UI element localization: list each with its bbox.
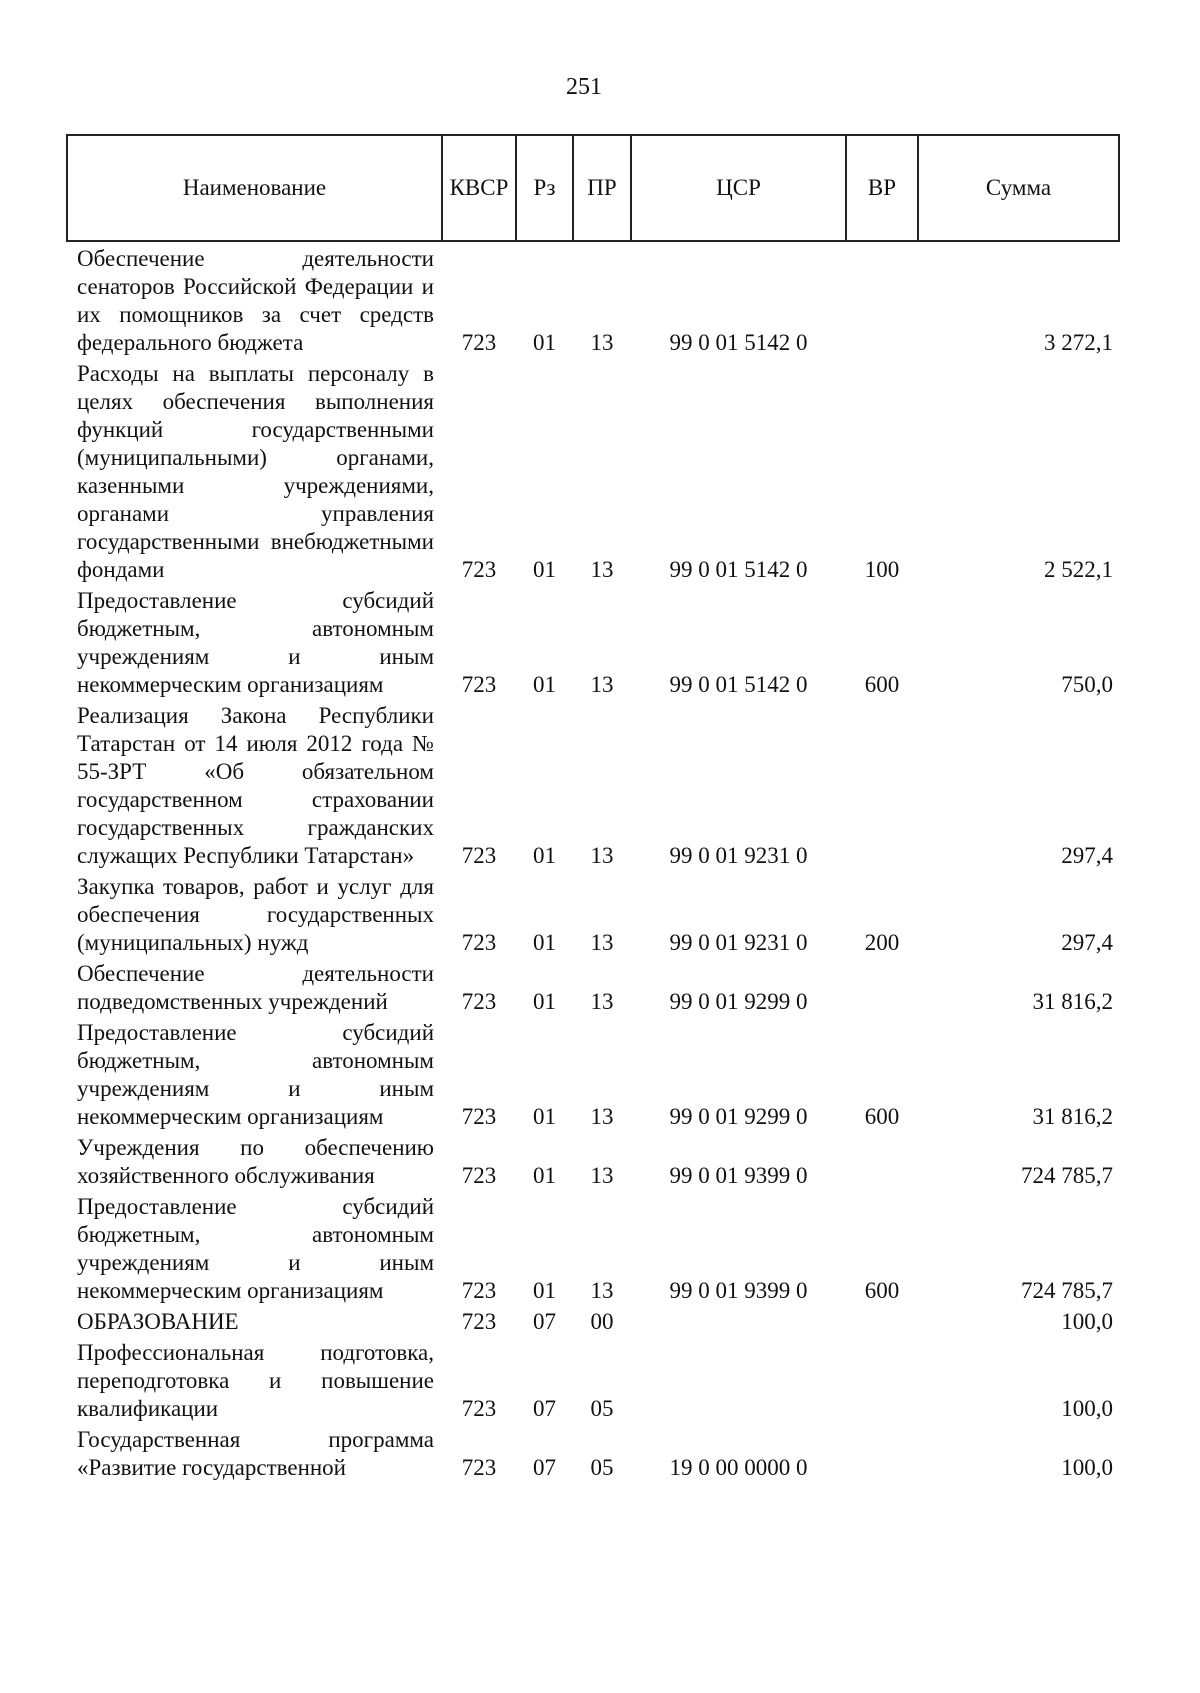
- cell-vr: 600: [864, 1104, 900, 1129]
- cell-vr: [846, 1423, 918, 1482]
- cell-csr: 99 0 01 9231 0: [669, 930, 808, 955]
- table-row: [67, 357, 1119, 584]
- table-row: [67, 1336, 1119, 1423]
- cell-kvsr: 723: [461, 843, 497, 868]
- cell-kvsr: 723: [461, 330, 497, 355]
- cell-sum: 724 785,7: [1021, 1163, 1113, 1188]
- cell-name: Предоставление субсидий бюджетным, автономным учреждениям и иным некоммерческим организациям: [77, 1020, 434, 1129]
- cell-rz: 01: [533, 1163, 556, 1188]
- cell-csr: 99 0 01 5142 0: [669, 557, 808, 582]
- cell-kvsr: 723: [461, 930, 497, 955]
- cell-vr: 600: [864, 672, 900, 697]
- cell-csr: 99 0 01 9399 0: [669, 1278, 808, 1303]
- cell-vr: [846, 957, 918, 1016]
- cell-pr: 13: [590, 843, 614, 868]
- cell-rz: 01: [533, 989, 556, 1014]
- cell-pr: 05: [590, 1396, 614, 1421]
- cell-vr: [846, 699, 918, 870]
- cell-csr: 99 0 01 9399 0: [669, 1163, 808, 1188]
- table-row: [67, 1190, 1119, 1305]
- cell-name: Закупка товаров, работ и услуг для обеспечения государственных (муниципальных) нужд: [77, 874, 434, 955]
- header-csr: ЦСР: [631, 135, 846, 241]
- table-body: [67, 241, 1119, 1482]
- cell-sum: 31 816,2: [1032, 989, 1113, 1014]
- table-row: [67, 241, 1119, 357]
- cell-name: Профессиональная подготовка, переподготовка и повышение квалификации: [77, 1340, 434, 1421]
- cell-kvsr: 723: [461, 672, 497, 697]
- cell-sum: 750,0: [1061, 672, 1113, 697]
- cell-pr: 13: [590, 1163, 614, 1188]
- cell-kvsr: 723: [461, 1104, 497, 1129]
- cell-kvsr: 723: [461, 557, 497, 582]
- cell-csr: 99 0 01 9299 0: [669, 1104, 808, 1129]
- cell-name: Государственная программа «Развитие государственной: [77, 1427, 434, 1480]
- table-header: [67, 135, 1119, 241]
- page-number: 251: [566, 74, 602, 100]
- cell-name: Расходы на выплаты персоналу в целях обеспечения выполнения функций государственными (муниципальными) органами, казенными учреждениями, органами управления государственными внебюджетными фондами: [77, 361, 434, 582]
- header-kvsr: КВСР: [442, 135, 516, 241]
- header-sum: Сумма: [918, 135, 1119, 241]
- cell-vr: [846, 1305, 918, 1336]
- cell-kvsr: 723: [461, 1309, 497, 1334]
- cell-pr: 13: [590, 930, 614, 955]
- cell-name: Предоставление субсидий бюджетным, автономным учреждениям и иным некоммерческим организациям: [77, 1194, 434, 1303]
- cell-rz: 01: [533, 843, 556, 868]
- cell-vr: 100: [864, 557, 900, 582]
- table-row: [67, 1305, 1119, 1336]
- header-pr: ПР: [573, 135, 631, 241]
- cell-pr: 13: [590, 1278, 614, 1303]
- cell-pr: 13: [590, 557, 614, 582]
- cell-name: Учреждения по обеспечению хозяйственного обслуживания: [77, 1135, 434, 1188]
- cell-sum: 100,0: [1061, 1455, 1113, 1480]
- cell-csr: 99 0 01 5142 0: [669, 672, 808, 697]
- cell-name: Предоставление субсидий бюджетным, автономным учреждениям и иным некоммерческим организациям: [77, 588, 434, 697]
- cell-vr: 600: [864, 1278, 900, 1303]
- cell-rz: 01: [533, 1104, 556, 1129]
- table-row: [67, 1423, 1119, 1482]
- cell-sum: 724 785,7: [1021, 1278, 1113, 1303]
- cell-vr: [846, 241, 918, 357]
- cell-name: Обеспечение деятельности сенаторов Российской Федерации и их помощников за счет средств федерального бюджета: [77, 246, 434, 355]
- cell-kvsr: 723: [461, 1396, 497, 1421]
- cell-csr: 19 0 00 0000 0: [669, 1455, 808, 1480]
- cell-csr: [631, 1336, 846, 1423]
- cell-vr: [846, 1336, 918, 1423]
- budget-table: [66, 134, 1120, 1482]
- cell-sum: 100,0: [1061, 1309, 1113, 1334]
- cell-name: Обеспечение деятельности подведомственных учреждений: [77, 961, 434, 1014]
- header-name: Наименование: [67, 135, 442, 241]
- cell-sum: 100,0: [1061, 1396, 1113, 1421]
- cell-pr: 13: [590, 989, 614, 1014]
- cell-pr: 13: [590, 672, 614, 697]
- table-row: [67, 584, 1119, 699]
- table-row: [67, 957, 1119, 1016]
- cell-sum: 31 816,2: [1032, 1104, 1113, 1129]
- cell-rz: 07: [533, 1396, 556, 1421]
- table-row: [67, 1131, 1119, 1190]
- cell-pr: 13: [590, 1104, 614, 1129]
- cell-vr: [846, 1131, 918, 1190]
- cell-kvsr: 723: [461, 1455, 497, 1480]
- cell-pr: 05: [590, 1455, 614, 1480]
- cell-sum: 3 272,1: [1044, 330, 1113, 355]
- cell-sum: 297,4: [1061, 930, 1113, 955]
- cell-pr: 00: [590, 1309, 614, 1334]
- cell-csr: 99 0 01 9299 0: [669, 989, 808, 1014]
- cell-kvsr: 723: [461, 989, 497, 1014]
- table-row: [67, 870, 1119, 957]
- cell-name: ОБРАЗОВАНИЕ: [77, 1309, 239, 1334]
- cell-rz: 07: [533, 1309, 556, 1334]
- cell-rz: 01: [533, 1278, 556, 1303]
- header-rz: Рз: [516, 135, 573, 241]
- cell-rz: 01: [533, 557, 556, 582]
- cell-rz: 01: [533, 930, 556, 955]
- cell-csr: 99 0 01 9231 0: [669, 843, 808, 868]
- cell-csr: [631, 1305, 846, 1336]
- table-row: [67, 1016, 1119, 1131]
- cell-name: Реализация Закона Республики Татарстан от 14 июля 2012 года № 55-ЗРТ «Об обязательном государственном страховании государственных гражданских служащих Республики Татарстан»: [77, 703, 434, 868]
- table-row: [67, 699, 1119, 870]
- cell-sum: 297,4: [1061, 843, 1113, 868]
- cell-rz: 01: [533, 330, 556, 355]
- cell-pr: 13: [590, 330, 614, 355]
- cell-csr: 99 0 01 5142 0: [669, 330, 808, 355]
- cell-kvsr: 723: [461, 1278, 497, 1303]
- header-vr: ВР: [846, 135, 918, 241]
- cell-rz: 07: [533, 1455, 556, 1480]
- cell-kvsr: 723: [461, 1163, 497, 1188]
- cell-sum: 2 522,1: [1044, 557, 1113, 582]
- cell-rz: 01: [533, 672, 556, 697]
- cell-vr: 200: [864, 930, 900, 955]
